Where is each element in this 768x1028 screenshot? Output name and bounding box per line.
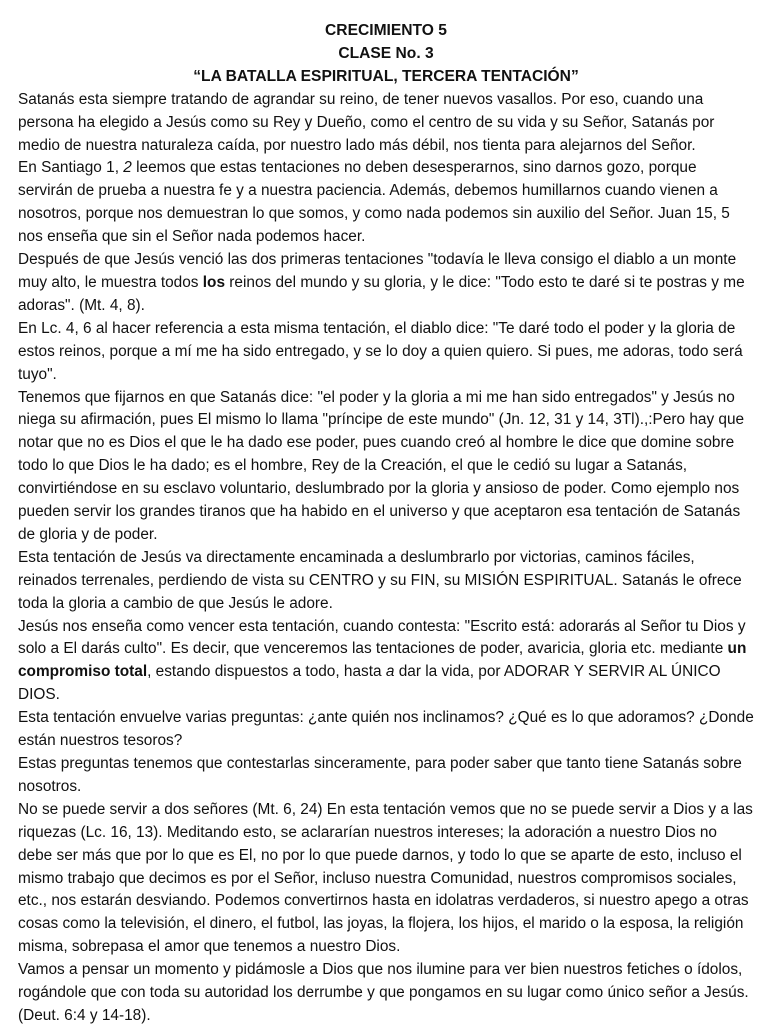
paragraph-4: En Lc. 4, 6 al hacer referencia a esta misma tentación, el diablo dice: "Te daré todo el poder y la gloria de estos reinos, porque a mí me ha sido entregado, y se lo doy a quien quiero. Si pues, me adoras, todo será tuyo".: [18, 319, 743, 383]
document-header: [18, 20, 754, 89]
paragraph-7-part-a: Jesús nos enseña como vencer esta tentación, cuando contesta: "Escrito está: adorarás al Señor tu Dios y solo a El darás culto". Es decir, que venceremos las tentaciones de poder, avaricia, gloria etc. mediante: [18, 617, 746, 658]
paragraph-8: Esta tentación envuelve varias preguntas: ¿ante quién nos inclinamos? ¿Qué es lo que adoramos? ¿Donde están nuestros tesoros?: [18, 709, 754, 750]
document-page: [18, 20, 754, 1028]
class-number: CLASE No. 3: [338, 44, 434, 62]
lesson-title: “LA BATALLA ESPIRITUAL, TERCERA TENTACIÓN”: [193, 67, 579, 85]
paragraph-10: No se puede servir a dos señores (Mt. 6, 24) En esta tentación vemos que no se puede servir a Dios y a las riquezas (Lc. 16, 13). Meditando esto, se aclararían nuestros intereses; la adoración a nuestro Dios no debe ser más que por lo que es El, no por lo que puede darnos, y todo lo que se aparte de esto, incluso el mismo trabajo que decimos es por el Señor, incluso nuestra Comunidad, nuestros compromisos sociales, etc., nos estarán desviando. Podemos convertirnos hasta en idolatras verdaderos, si nuestro apego a otras cosas como la televisión, el dinero, el futbol, las joyas, la flojera, los hijos, el marido o la esposa, la religión misma, sobrepasa el amor que tenemos a nuestro Dios.: [18, 800, 753, 956]
paragraph-7-part-c: , estando dispuestos a todo, hasta: [147, 663, 386, 681]
course-title: CRECIMIENTO 5: [325, 22, 447, 39]
paragraph-2: [18, 157, 754, 249]
paragraph-7: [18, 616, 754, 708]
paragraph-9: Estas preguntas tenemos que contestarlas sinceramente, para poder saber que tanto tiene Satanás sobre nosotros.: [18, 755, 742, 795]
paragraph-1: Satanás esta siempre tratando de agrandar su reino, de tener nuevos vasallos. Por eso, cuando una persona ha elegido a Jesús como su Rey y Dueño, como el centro de su vida y su Señor, Satanás por medio de nuestra naturaleza caída, por nuestro lado más débil, nos tienta para alejarnos del Señor.: [18, 90, 715, 154]
paragraph-7-part-e: dar la vida, por ADORAR Y SERVIR AL ÚNICO DIOS.: [18, 663, 721, 704]
paragraph-2-verse-italic: 2: [123, 159, 132, 177]
document-body: [18, 89, 754, 1028]
paragraph-3-bold-word: los: [202, 273, 226, 291]
paragraph-11: Vamos a pensar un momento y pidámosle a Dios que nos ilumine para ver bien nuestros fetiches o ídolos, rogándole que con toda su autoridad los derrumbe y que pongamos en su lugar como único señor a Jesús. (Deut. 6:4 y 14-18).: [18, 961, 749, 1024]
paragraph-7-bold-phrase: un compromiso total: [18, 640, 747, 681]
paragraph-5: Tenemos que fijarnos en que Satanás dice: "el poder y la gloria a mi me han sido entregados" y Jesús no niega su afirmación, pues El mismo lo llama "príncipe de este mundo" (Jn. 12, 31 y 14, 3Tl).,:Pero hay que notar que no es Dios el que le ha dado ese poder, pues cuando creó al hombre le dice que domine sobre todo lo que Dios le ha dado; es el hombre, Rey de la Creación, el que le cedió su lugar a Satanás, convirtiéndose en su esclavo voluntario, deslumbrado por la gloria y ansioso de poder. Como ejemplo nos pueden servir los grandes tiranos que ha habido en el universo y que aceptaron esa tentación de Satanás de gloria y de poder.: [18, 388, 745, 543]
paragraph-6: Esta tentación de Jesús va directamente encaminada a deslumbrarlo por victorias, caminos fáciles, reinados terrenales, perdiendo de vista su CENTRO y su FIN, su MISIÓN ESPIRITUAL. Satanás le ofrece toda la gloria a cambio de que Jesús le adore.: [18, 548, 742, 612]
paragraph-3: [18, 249, 754, 318]
paragraph-2-part-c: leemos que estas tentaciones no deben desesperarnos, sino darnos gozo, porque servirán de prueba a nuestra fe y a nuestra paciencia. Además, debemos humillarnos cuando vienen a nosotros, porque nos demuestran lo que somos, y como nada podemos sin auxilio del Señor. Juan 15, 5 nos enseña que sin el Señor nada podemos hacer.: [18, 159, 730, 246]
paragraph-2-part-a: En Santiago 1,: [18, 159, 124, 177]
paragraph-3-part-a: Después de que Jesús venció las dos primeras tentaciones "todavía le lleva consigo el diablo a un monte muy alto, le muestra todos: [18, 251, 737, 291]
paragraph-7-italic-word: a: [385, 663, 395, 681]
paragraph-3-part-c: reinos del mundo y su gloria, y le dice: "Todo esto te daré si te postras y me adoras". (Mt. 4, 8).: [18, 273, 745, 314]
